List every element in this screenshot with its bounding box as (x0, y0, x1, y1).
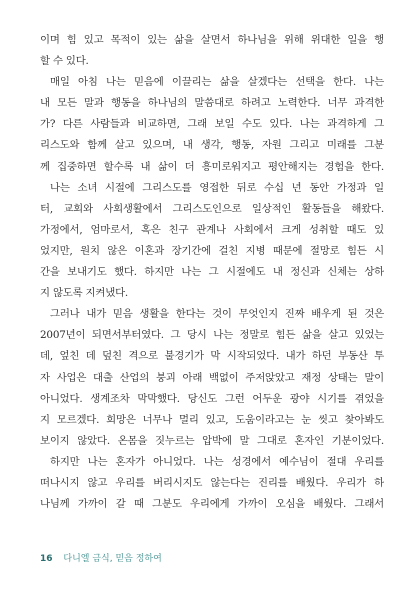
text-line: 간을 보내기도 했다. 하지만 나는 그 시절에도 내 정신과 신체는 상하 (40, 266, 384, 279)
running-title: 다니엘 금식, 믿음 정하여 (63, 554, 162, 564)
text-line: 떠나시지 않고 우리를 버리시지도 않는다는 진리를 배웠다. 우리가 하 (40, 476, 384, 489)
text-line: 지 않도록 지켜냈다. (40, 287, 129, 300)
text-line: 나는 소녀 시절에 그리스도를 영접한 뒤로 수십 년 동안 가정과 일 (50, 181, 384, 194)
text-line: 가정에서, 엄마로서, 혹은 친구 관계나 사회에서 크게 성취할 때도 있 (40, 223, 384, 236)
text-line: 나님께 가까이 갈 때 그분도 우리에게 가까이 오심을 배웠다. 그래서 (40, 498, 384, 511)
text-line: 2007년이 되면서부터였다. 그 당시 나는 정말로 힘든 삶을 살고 있었는 (40, 329, 384, 342)
text-line: 가? 다른 사람들과 비교하면, 그래 보일 수도 있다. 나는 과격하게 그 (40, 118, 384, 131)
text-line: 내 모든 말과 행동을 하나님의 말씀대로 하려고 노력한다. 너무 과격한 (40, 97, 384, 110)
text-line: 하지만 나는 혼자가 아니었다. 나는 성경에서 예수님이 절대 우리를 (50, 455, 384, 468)
page-footer (40, 551, 162, 564)
text-line: 지 모르겠다. 희망은 너무나 멀리 있고, 도움이라고는 눈 씻고 찾아봐도 (40, 413, 384, 426)
text-line: 리스도와 함께 살고 있으며, 내 생각, 행동, 자원 그리고 미래를 그분 (40, 139, 384, 152)
text-line: 아니었다. 생계조차 막막했다. 당신도 그런 어두운 광야 시기를 겪었을 (40, 392, 384, 405)
text-line: 께 집중하면 할수록 내 삶이 더 흥미로워지고 평안해지는 경험을 한다. (40, 160, 384, 173)
text-line: 그러나 내가 믿음 생활을 한다는 것이 무엇인지 진짜 배우게 된 것은 (50, 308, 384, 321)
text-line: 데, 엎친 데 덮친 격으로 불경기가 막 시작되었다. 내가 하던 부동산 투 (40, 350, 384, 363)
text-line: 할 수 있다. (40, 55, 89, 68)
text-line: 자 사업은 대출 산업의 붕괴 아래 백없이 주저앉았고 재정 상태는 말이 (40, 371, 384, 384)
text-line: 이며 힘 있고 목적이 있는 삶을 살면서 하나님을 위해 위대한 일을 행 (40, 34, 384, 46)
text-line: 보이지 않았다. 온몸을 짓누르는 압박에 말 그대로 혼자인 기분이었다. (40, 434, 384, 447)
text-line: 터, 교회와 사회생활에서 그리스도인으로 일상적인 활동들을 해왔다. (40, 202, 384, 215)
body-text (40, 30, 384, 515)
text-line: 었지만, 원치 않은 이혼과 장기간에 걸친 지병 때문에 절망로 힘든 시 (40, 244, 384, 257)
text-line: 매일 아침 나는 믿음에 이끌리는 삶을 살겠다는 선택을 한다. 나는 (50, 76, 384, 89)
page-number: 16 (40, 554, 53, 564)
